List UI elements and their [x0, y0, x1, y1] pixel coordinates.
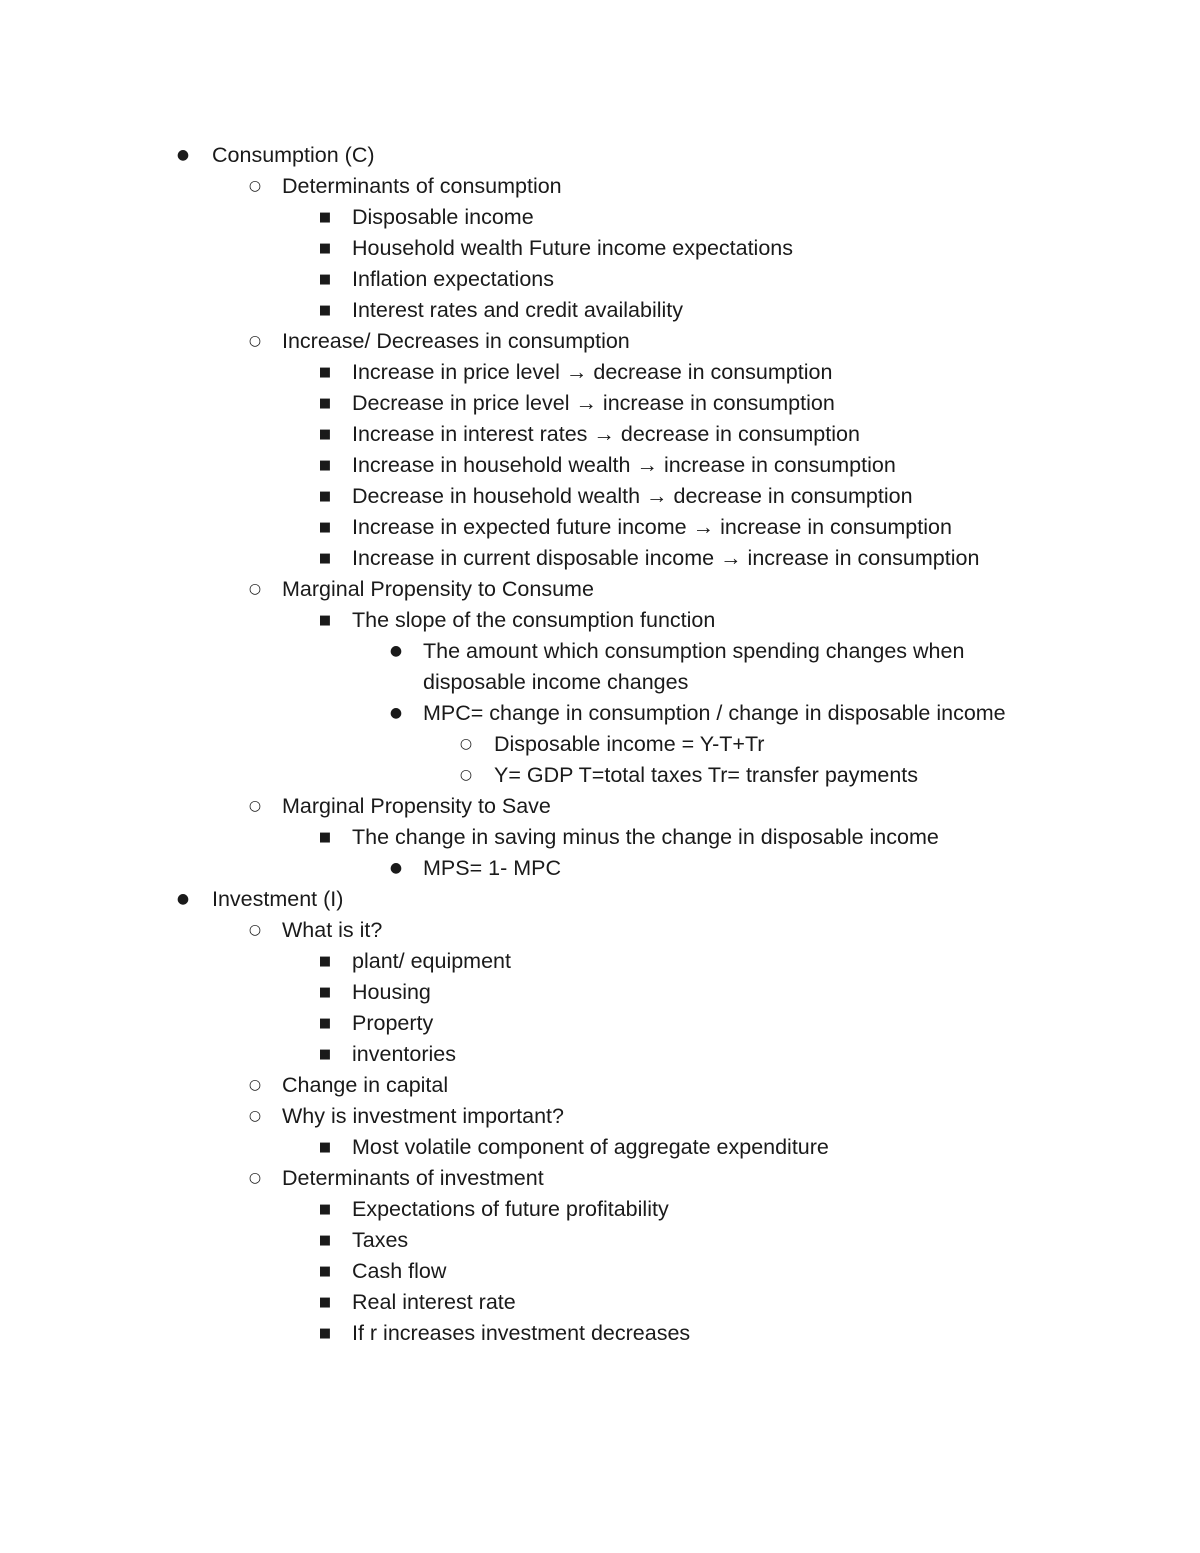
filled-square-bullet-icon: ■	[318, 1295, 332, 1310]
outline-item-text: Increase in household wealth → increase in consumption	[352, 453, 896, 477]
filled-disc-bullet-icon: ●	[389, 643, 403, 659]
filled-square-bullet-icon: ■	[318, 1047, 332, 1062]
outline-item-level-3	[0, 233, 1200, 264]
outline-item-text: Y= GDP T=total taxes Tr= transfer payments	[494, 763, 919, 787]
outline-item-level-2	[0, 326, 1200, 357]
outline-item-text: Property	[352, 1011, 434, 1035]
outline-item-text: Increase in interest rates → decrease in consumption	[352, 422, 860, 446]
outline-item-level-3	[0, 1132, 1200, 1163]
outline-item-text: plant/ equipment	[352, 949, 511, 973]
outline-item-level-3	[0, 1287, 1200, 1318]
filled-disc-bullet-icon: ●	[176, 147, 190, 163]
outline-item-text: inventories	[352, 1042, 456, 1066]
filled-square-bullet-icon: ■	[318, 1326, 332, 1341]
outline-item-text: Taxes	[352, 1228, 409, 1252]
outline-item-text: MPC= change in consumption / change in disposable income	[423, 701, 1006, 725]
outline-item-level-3	[0, 1256, 1200, 1287]
outline-item-text: Cash flow	[352, 1259, 447, 1283]
outline-item-level-3	[0, 512, 1200, 543]
outline-item-level-3	[0, 264, 1200, 295]
outline-item-level-3	[0, 202, 1200, 233]
outline-item-text: If r increases investment decreases	[352, 1321, 691, 1345]
filled-square-bullet-icon: ■	[318, 985, 332, 1000]
filled-square-bullet-icon: ■	[318, 1140, 332, 1155]
outline-item-level-2	[0, 1070, 1200, 1101]
hollow-circle-bullet-icon: ○	[248, 581, 262, 597]
outline-item-text: Increase/ Decreases in consumption	[282, 329, 630, 353]
filled-square-bullet-icon: ■	[318, 520, 332, 535]
outline-item-level-3	[0, 388, 1200, 419]
outline-item-level-3	[0, 1039, 1200, 1070]
outline-item-level-4	[0, 636, 1200, 698]
outline-item-level-2	[0, 1163, 1200, 1194]
filled-square-bullet-icon: ■	[318, 830, 332, 845]
outline-item-text: Marginal Propensity to Consume	[282, 577, 594, 601]
filled-disc-bullet-icon: ●	[389, 705, 403, 721]
outline-item-text: Investment (I)	[212, 887, 344, 911]
outline-item-text: The slope of the consumption function	[352, 608, 716, 632]
outline-item-level-3	[0, 419, 1200, 450]
outline-item-text: Decrease in price level → increase in consumption	[352, 391, 835, 415]
outline-item-level-3	[0, 1225, 1200, 1256]
outline-item-level-5	[0, 760, 1200, 791]
outline-item-text: Why is investment important?	[282, 1104, 564, 1128]
outline-item-text: Disposable income	[352, 205, 534, 229]
filled-square-bullet-icon: ■	[318, 458, 332, 473]
outline-item-level-4	[0, 853, 1200, 884]
bullet-outline	[0, 140, 1200, 1349]
outline-item-level-1	[0, 140, 1200, 171]
outline-item-text: Increase in expected future income → increase in consumption	[352, 515, 952, 539]
outline-item-level-3	[0, 450, 1200, 481]
outline-item-text: Consumption (C)	[212, 143, 375, 167]
filled-square-bullet-icon: ■	[318, 954, 332, 969]
filled-square-bullet-icon: ■	[318, 365, 332, 380]
outline-item-level-3	[0, 605, 1200, 636]
filled-square-bullet-icon: ■	[318, 396, 332, 411]
outline-item-text: Interest rates and credit availability	[352, 298, 684, 322]
hollow-circle-bullet-icon: ○	[248, 178, 262, 194]
outline-item-text: The amount which consumption spending changes when disposable income changes	[423, 639, 965, 694]
filled-square-bullet-icon: ■	[318, 1016, 332, 1031]
outline-item-text: MPS= 1- MPC	[423, 856, 561, 880]
outline-item-text: Marginal Propensity to Save	[282, 794, 551, 818]
hollow-circle-bullet-icon: ○	[459, 736, 473, 752]
filled-square-bullet-icon: ■	[318, 1202, 332, 1217]
outline-item-text: Most volatile component of aggregate expenditure	[352, 1135, 829, 1159]
hollow-circle-bullet-icon: ○	[248, 1170, 262, 1186]
filled-disc-bullet-icon: ●	[389, 860, 403, 876]
filled-square-bullet-icon: ■	[318, 489, 332, 504]
outline-item-text: Real interest rate	[352, 1290, 516, 1314]
outline-item-level-3	[0, 977, 1200, 1008]
outline-item-text: Household wealth Future income expectations	[352, 236, 794, 260]
outline-item-text: Determinants of investment	[282, 1166, 544, 1190]
outline-item-level-2	[0, 171, 1200, 202]
outline-item-level-5	[0, 729, 1200, 760]
filled-square-bullet-icon: ■	[318, 1233, 332, 1248]
filled-square-bullet-icon: ■	[318, 551, 332, 566]
outline-item-level-3	[0, 1008, 1200, 1039]
hollow-circle-bullet-icon: ○	[248, 1077, 262, 1093]
outline-item-level-3	[0, 357, 1200, 388]
filled-square-bullet-icon: ■	[318, 1264, 332, 1279]
outline-item-text: Decrease in household wealth → decrease in consumption	[352, 484, 913, 508]
outline-item-level-2	[0, 791, 1200, 822]
filled-square-bullet-icon: ■	[318, 427, 332, 442]
hollow-circle-bullet-icon: ○	[248, 333, 262, 349]
outline-item-level-3	[0, 543, 1200, 574]
outline-item-level-1	[0, 884, 1200, 915]
hollow-circle-bullet-icon: ○	[248, 1108, 262, 1124]
outline-item-level-4	[0, 698, 1200, 729]
hollow-circle-bullet-icon: ○	[248, 798, 262, 814]
outline-item-text: Determinants of consumption	[282, 174, 562, 198]
outline-item-text: Change in capital	[282, 1073, 449, 1097]
hollow-circle-bullet-icon: ○	[459, 767, 473, 783]
filled-square-bullet-icon: ■	[318, 613, 332, 628]
outline-item-level-3	[0, 295, 1200, 326]
filled-square-bullet-icon: ■	[318, 241, 332, 256]
outline-item-level-3	[0, 1194, 1200, 1225]
outline-item-level-3	[0, 822, 1200, 853]
hollow-circle-bullet-icon: ○	[248, 922, 262, 938]
outline-item-text: Increase in price level → decrease in consumption	[352, 360, 833, 384]
outline-item-level-2	[0, 1101, 1200, 1132]
outline-item-text: Increase in current disposable income → increase in consumption	[352, 546, 980, 570]
filled-square-bullet-icon: ■	[318, 210, 332, 225]
outline-item-level-3	[0, 946, 1200, 977]
outline-item-text: The change in saving minus the change in disposable income	[352, 825, 939, 849]
outline-item-level-3	[0, 481, 1200, 512]
outline-item-text: Expectations of future profitability	[352, 1197, 669, 1221]
outline-item-text: What is it?	[282, 918, 383, 942]
outline-item-level-2	[0, 915, 1200, 946]
filled-square-bullet-icon: ■	[318, 272, 332, 287]
outline-item-text: Disposable income = Y-T+Tr	[494, 732, 765, 756]
outline-item-level-3	[0, 1318, 1200, 1349]
outline-item-text: Housing	[352, 980, 431, 1004]
filled-square-bullet-icon: ■	[318, 303, 332, 318]
filled-disc-bullet-icon: ●	[176, 891, 190, 907]
outline-item-level-2	[0, 574, 1200, 605]
outline-item-text: Inflation expectations	[352, 267, 554, 291]
